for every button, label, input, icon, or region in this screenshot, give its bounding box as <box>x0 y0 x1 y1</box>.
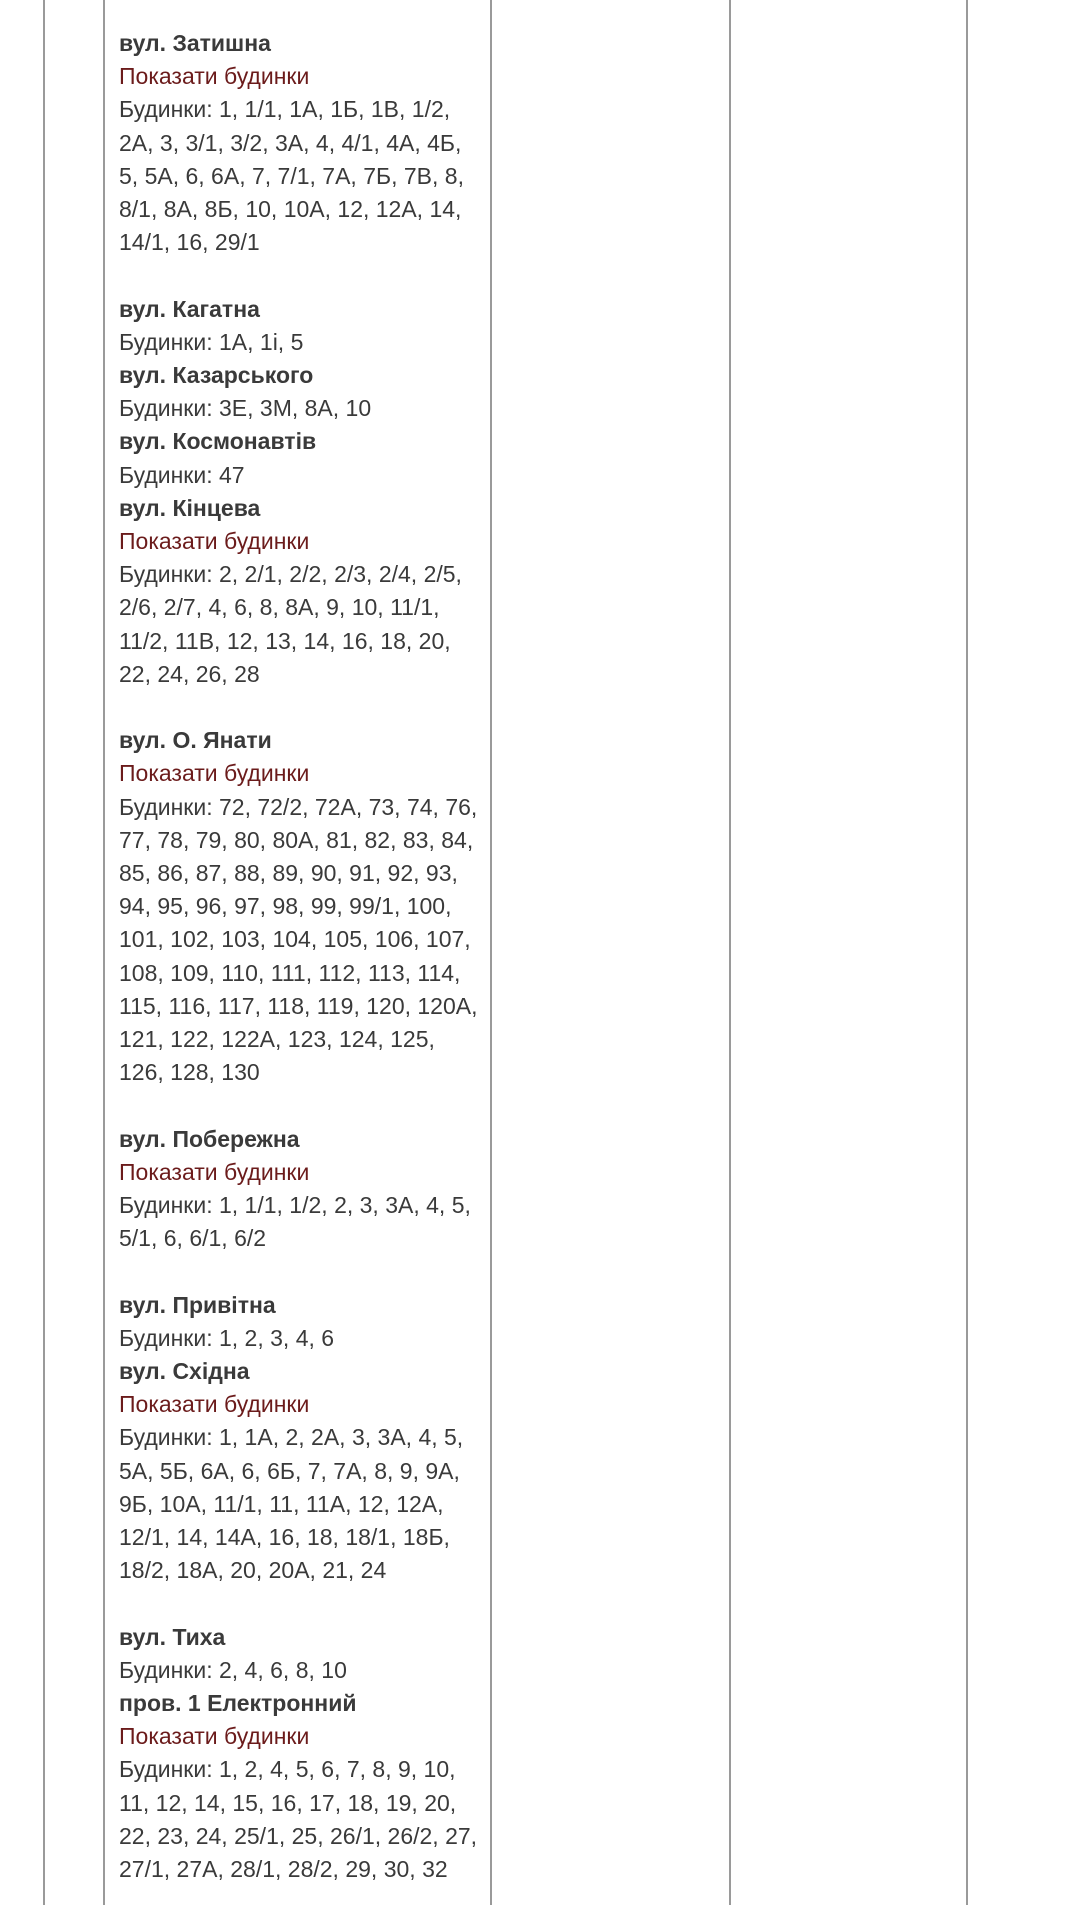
street-entry <box>119 27 481 259</box>
street-entry <box>119 724 481 1089</box>
street-entry <box>119 1289 481 1355</box>
houses-list: Будинки: 2, 4, 6, 8, 10 <box>119 1656 347 1683</box>
street-name: вул. Казарського <box>119 362 314 389</box>
street-name: пров. 1 Електронний <box>119 1690 357 1717</box>
show-houses-link[interactable]: Показати будинки <box>119 1391 310 1418</box>
houses-list: Будинки: 2, 2/1, 2/2, 2/3, 2/4, 2/5, 2/6, 2/7, 4, 6, 8, 8А, 9, 10, 11/1, 11/2, 11В, 12, 13, 14, 16, 18, 20, 22, 24, 26, 28 <box>119 561 462 687</box>
houses-list: Будинки: 1, 2, 4, 5, 6, 7, 8, 9, 10, 11, 12, 14, 15, 16, 17, 18, 19, 20, 22, 23, 24, 25/1, 25, 26/1, 26/2, 27, 27/1, 27А, 28/1, 28/2, 29, 30, 32 <box>119 1756 478 1883</box>
houses-list: Будинки: 1, 1/1, 1/2, 2, 3, 3А, 4, 5, 5/1, 6, 6/1, 6/2 <box>119 1192 471 1252</box>
table-outer-border <box>43 0 45 1905</box>
street-name: вул. Кагатна <box>119 295 260 322</box>
houses-list: Будинки: 3Е, 3М, 8А, 10 <box>119 395 372 422</box>
street-name: вул. Тиха <box>119 1623 226 1650</box>
street-name: вул. Привітна <box>119 1291 276 1318</box>
street-name: вул. Космонавтів <box>119 428 317 455</box>
street-name: вул. Кінцева <box>119 494 261 521</box>
streets-cell <box>119 27 481 1886</box>
street-entry <box>119 425 481 491</box>
street-name: вул. Східна <box>119 1358 250 1385</box>
street-entry <box>119 1355 481 1587</box>
street-entry <box>119 492 481 691</box>
show-houses-link[interactable]: Показати будинки <box>119 63 310 90</box>
houses-list: Будинки: 1, 1/1, 1А, 1Б, 1В, 1/2, 2А, 3, 3/1, 3/2, 3А, 4, 4/1, 4А, 4Б, 5, 5А, 6, 6А, 7, 7/1, 7А, 7Б, 7В, 8, 8/1, 8А, 8Б, 10, 10А, 12, 12А, 14, 14/1, 16, 29/1 <box>119 96 464 256</box>
column-divider-3 <box>729 0 731 1905</box>
houses-list: Будинки: 47 <box>119 461 245 488</box>
column-divider-1 <box>103 0 105 1905</box>
houses-list: Будинки: 1, 1А, 2, 2А, 3, 3А, 4, 5, 5А, 5Б, 6А, 6, 6Б, 7, 7А, 8, 9, 9А, 9Б, 10А, 11/1, 11, 11А, 12, 12А, 12/1, 14, 14А, 16, 18, 18/1, 18Б, 18/2, 18А, 20, 20А, 21, 24 <box>119 1424 464 1584</box>
show-houses-link[interactable]: Показати будинки <box>119 528 310 555</box>
street-entry <box>119 293 481 359</box>
houses-list: Будинки: 72, 72/2, 72А, 73, 74, 76, 77, 78, 79, 80, 80А, 81, 82, 83, 84, 85, 86, 87, 88, 89, 90, 91, 92, 93, 94, 95, 96, 97, 98, 99, 99/1, 100, 101, 102, 103, 104, 105, 106, 107, 108, 109, 110, 111, 112, 113, 114, 115, 116, 117, 118, 119, 120, 120А, 121, 122, 122А, 123, 124, 125, 126, 128, 130 <box>119 793 478 1086</box>
houses-list: Будинки: 1, 2, 3, 4, 6 <box>119 1324 335 1351</box>
street-entry <box>119 1621 481 1687</box>
street-entry <box>119 1687 481 1886</box>
show-houses-link[interactable]: Показати будинки <box>119 1158 310 1185</box>
column-divider-2 <box>490 0 492 1905</box>
street-name: вул. Побережна <box>119 1125 300 1152</box>
street-entry <box>119 359 481 425</box>
houses-list: Будинки: 1А, 1і, 5 <box>119 328 304 355</box>
street-name: вул. О. Янати <box>119 727 272 754</box>
street-name: вул. Затишна <box>119 30 271 56</box>
street-entry <box>119 1123 481 1256</box>
show-houses-link[interactable]: Показати будинки <box>119 760 310 787</box>
show-houses-link[interactable]: Показати будинки <box>119 1723 310 1750</box>
column-divider-4 <box>966 0 968 1905</box>
